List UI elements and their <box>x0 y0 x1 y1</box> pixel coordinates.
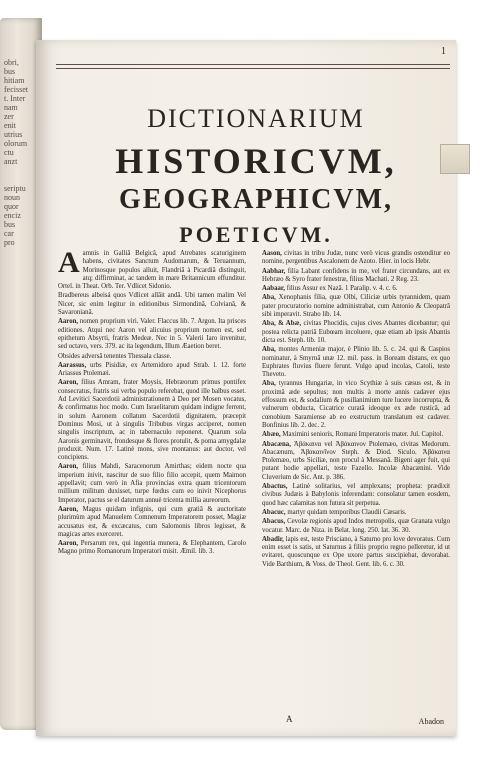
entry-text: Latinè solitarius, vel amplexans; propheta: prædixit civibus Judæis à Babylonis inferendam: consolatur tamen eosdem, quod hæc calamitas non futura sit perpetua. <box>262 483 450 507</box>
entry-headword: Aba, & Abæ, <box>262 320 304 328</box>
entry <box>58 318 246 351</box>
entry <box>58 292 246 317</box>
right-column <box>262 250 450 570</box>
entry-text: Cevolæ regionis apud Indos metropolis, quæ Granata vulgo vocatur. Marc. de Niza. in Belat. long. 250. lat. 36. 30. <box>262 518 450 534</box>
drop-cap: A <box>58 246 80 279</box>
entry-headword: Aabaar, <box>262 285 287 293</box>
entry-text: Maximini senioris, Romani Imperatoris mater. Jul. Capitol. <box>282 431 444 439</box>
entry-text: Persarum rex, qui ingentia munera, & Elephantem, Carolo Magno primo Romanorum Imperatori misit. Æmil. lib. 3. <box>58 540 246 556</box>
entry-headword: Abacuc, <box>262 508 288 516</box>
entry-headword: Aabhar, <box>262 267 288 275</box>
entry-headword: Aaron, <box>58 540 81 548</box>
entry-text: urbs Pisidiæ, ex Artemidoro apud Strab. l. 12. forte Ariassus Ptolemæi. <box>58 361 246 378</box>
entry-headword: Abæo, <box>262 431 283 439</box>
entry-text: filia Labant confidens in me, vel frater circundans, aut ex Hebræo & Syro frater fenestræ, filius Machati. 2 Reg. 23. <box>262 267 450 283</box>
entry-text: filius Mahdi, Saracenorum Amirthas; eidem nocte qua imperium inivit, nascitur de suo filio filio accepit, quem Maimon appellavit; cum verò in Afia provincias extra quam tricentorum millium militum duxisset, turpe fœdus cum eo inivit Nicephorus Imperator, pactus se el daturum annuè tricenta millia aureorum. <box>58 463 246 504</box>
entry <box>58 246 246 291</box>
entry-text: civitas Phocidis, cujus cives Abantes dicebantur; qui postea relicta patriâ Eubœam incoluere, quæ etiam ab ipsis Abantis dicta est. Steph. lib. 10. <box>262 320 450 344</box>
entry <box>262 320 450 345</box>
entry-headword: Abadir, <box>262 535 286 543</box>
title-line-3: GEOGRAPHICVM, <box>118 184 394 215</box>
entry <box>262 431 450 439</box>
entry-text: amnis in Galliâ Belgicâ, apud Atrebates scaturiginem habens, civitates Sanctum Audomarum, & Teruannum, Morinosque populos alluit, Flandriâ à Picardiâ distinguit, atq; diffirminat, ac tandem in mare Britannicum effunditur. Ortel. in Theat. Orb. Ter. Vdlicet Sidonio. <box>58 250 246 291</box>
entry-text: filius Assur ex Nazâ. 1 Paralip. v. 4. c. 6. <box>286 285 398 293</box>
entry <box>262 483 450 508</box>
entry <box>58 540 246 557</box>
entry-text: montes Armeniæ major, è Plinio lib. 5. c. 24. qui & Caspios nominatur, à Smyrnâ unæ 12. mil. pass. in Boream distans, ex quo Euphrates fluvius fluere ferunt. Vulgo apud incolas, Catoli, teste Theveto. <box>262 346 450 379</box>
page-number: 1 <box>441 46 446 57</box>
text-columns <box>58 246 452 720</box>
entry-text: tyrannus Hungariæ, in vico Scythiæ à suis cæsus est, & in proximâ æde sepultus; non multis à morte annis cadaver ejus effossum est, & sodalium & pusillanimium ture lucere incorrupta, & vulnerum obducta, Cicatrice curatâ ideoque ex æde rusticâ, ad cœnobium Saramiense ab eo exstructum translatum est cadaver. Bonfinius lib. 2. dec. 2. <box>262 380 450 429</box>
entry <box>58 353 246 361</box>
left-margin-text: obri, bus hitiam fecisset t. Inter nam zer enit utrius olorum ctu anzt seriptu noun quor enciz bus car pro <box>4 58 28 247</box>
entry-text: nomen proprium viri. Valer. Flaccus lib. 7. Argon. Ita prisces editiones. Atqui nec Aaron vel alicuius proprium nomen est, sed epithetum Absyrti, fratris Medeæ. Nec in 5. Valerii Iaro invenitur, sed octavo, vers. 379. ac ita legendum, Illum Æaetion beret. <box>58 318 246 351</box>
title-line-1: DICTIONARIUM <box>147 104 365 133</box>
entry-headword: Aaron, <box>58 379 82 387</box>
entry-headword: Aaron, <box>58 318 80 326</box>
entry-text: Bradbereus albeisá quos Vdlicet allâit andâ. Ubi tamen malim Vel Nicer, sic enim legitur in editionibus Sirmondinâ, Colvianâ, & Savaronianâ. <box>58 292 246 317</box>
entry <box>262 294 450 319</box>
entry <box>262 518 450 535</box>
left-column <box>58 246 246 558</box>
page <box>36 40 456 736</box>
entry <box>262 268 450 285</box>
entry-headword: Aarassus, <box>58 361 90 369</box>
entry-text: Obsides adversâ tenentes Thessala classe. <box>58 352 172 360</box>
entry-text: filius Amram, frater Moysis, Hebræorum primus pontifex consecratus, fratris sui verba populo referebat, quod ille balbus esset. Ad Levitici Sacerdotii administrationem à Deo per Mosen vocatus, & confirmatus hoc modo. Cum Israelitarum quidam indigne ferrent, in solum Aaronem collatum Sacerdotii dignitatem, præcepit Dominus Mosi, ut à singulis Tribubus virgas acciperet, nomen singulis inscriptum, ac in tabernaculo reponeret. Quarum sola Aaronis germinavit, frondesque & flores protulit, & poma amygdalæ produxit. Num. 17. Latinè mons, sive montanus: aut doctor, vel concipiens. <box>58 379 246 462</box>
entry-text: Ἀβάκαινα vel Ἀβάκαινον Ptolemæo, civitas Medorum. Abacænum, Ἀβακαινῖνον Steph. & Diod. Siculo. Ἀβάκαινα Ptolemæo, urbs Siciliæ, non procul à Messanâ. Bigeni ager fuit, qui putant hodie appellari, teste Fazello. Incolæ Abacænini. Vide Cluverium de Sic. Ant. p. 386. <box>262 440 451 481</box>
entry <box>262 441 450 482</box>
catchword: Abadon <box>418 717 444 726</box>
entry-text: Magus quidam infignis, qui cum gratiâ & auctoritate plurimùm apud Manuelem Comnenum Imperatorem posset, Magiæ accusatus est, & excæcatus, cum Salomonis libros legisset, & magicas artes exerceret. <box>58 505 246 538</box>
entry <box>58 379 246 462</box>
entry <box>262 250 450 267</box>
entry <box>58 463 246 504</box>
entry-text: Xenophanis filia, quæ Olbi, Ciliciæ urbis tyrannidem, quam pater procuratorio nomine administrabat, cum Antonio & Cleopatrâ sibi imperavit. Strabo lib. 14. <box>262 294 450 319</box>
entry <box>58 362 246 379</box>
entry-text: lapis est, teste Prisciano, à Saturno pro love devoratus. Cum enim esset is satis, ut Saturnus à filiis proprio regno pelleretur, id ut evitaret, quoscunque ex Ope uxore partus suscipiebat, devorabat. Vide Barthium, & Voss. de Theol. Gent. lib. 6. c. 30. <box>262 535 450 568</box>
entry <box>262 285 450 293</box>
entry-text: civitas in tribu Judæ, nunc verò vicus grandis ostenditur eo nomine, pergentibus Ascalonem de Azoto. Hier. in locis Hebr. <box>262 250 450 266</box>
entry <box>262 346 450 379</box>
title-line-2: HISTORICVM, <box>115 141 397 181</box>
entry-headword: Abacus, <box>262 518 288 526</box>
entry-headword: Aba, <box>262 346 279 354</box>
entry-headword: Aba, <box>262 380 279 388</box>
entry-headword: Abacæna, <box>262 440 294 448</box>
entry-text: martyr quidam temporibus Claudii Cæsaris. <box>287 508 407 516</box>
entry-headword: Abactus, <box>262 483 293 491</box>
entry <box>262 536 450 569</box>
entry-headword: Aba, <box>262 294 279 302</box>
entry-headword: Aaron, <box>58 463 83 471</box>
entry-headword: Aaron, <box>58 505 83 513</box>
entry <box>58 506 246 539</box>
header-rule-2 <box>56 68 450 69</box>
signature-mark: A <box>286 714 293 724</box>
title-line-4: POETICVM. <box>179 222 333 247</box>
entry-headword: Aason, <box>262 250 285 257</box>
entry <box>262 509 450 517</box>
entry <box>262 380 450 430</box>
header-rule <box>56 64 450 65</box>
